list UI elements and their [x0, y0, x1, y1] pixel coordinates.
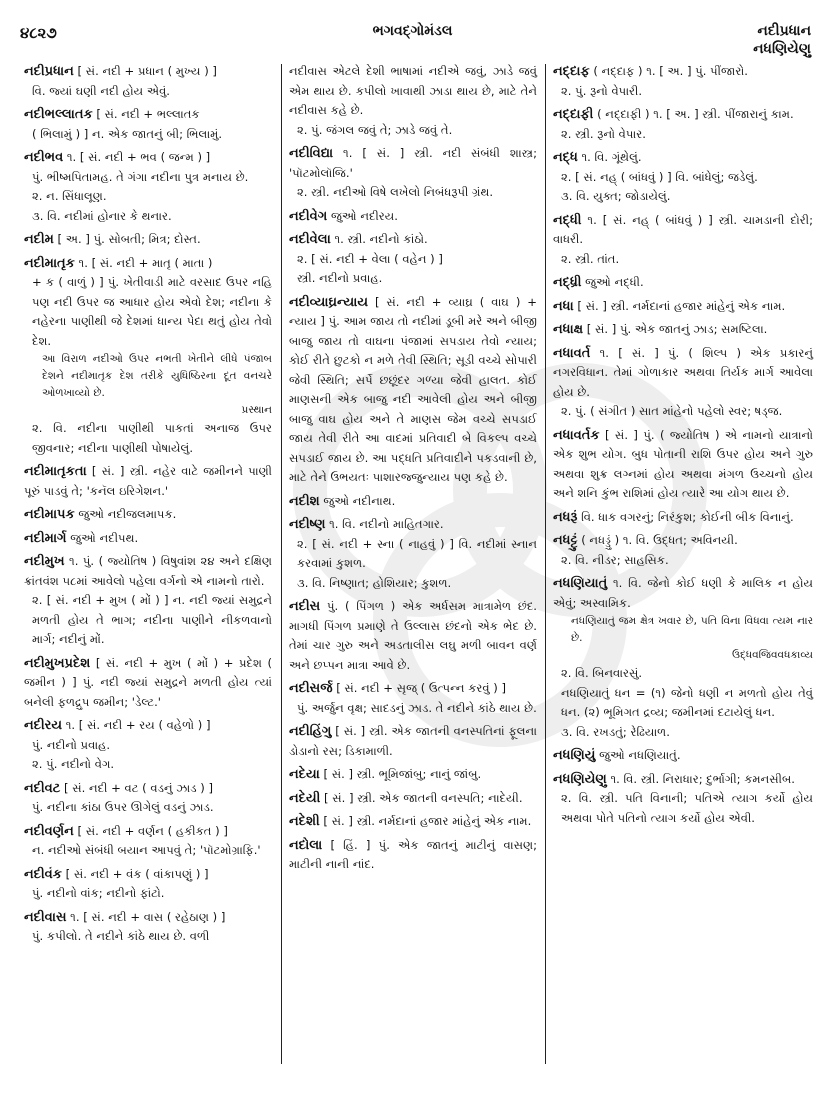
definition-text: ૨. પું. જંગલ જવું તે; ઝાડે જવું તે. — [297, 122, 453, 137]
definition-line — [553, 531, 813, 551]
dictionary-entry — [24, 254, 272, 459]
headword: નદેયી — [289, 790, 321, 806]
definition-line — [553, 426, 813, 504]
headword: નધા — [553, 298, 574, 314]
definition-text: ૧. [ સં. નદી + રય ( વહેળો ) ] — [65, 718, 211, 732]
definition-text: ૩. વિ. નદીમાં હોનાર કે થનાર. — [32, 208, 172, 223]
headword: નદ્ધ — [553, 150, 578, 165]
headword: નદીવાસ — [24, 909, 67, 925]
definition-line: નધણિયાતું ધન = (૧) જેનો ધણી ન મળતો હોય તેવું ધન. (૨) ભૂમિગત દ્રવ્ય; જમીનમાં દટાયેલું ધન. — [561, 685, 813, 719]
headword: નદીમાતૃકતા — [24, 464, 87, 479]
headword: નદ્ધી — [553, 212, 582, 228]
definition-line — [553, 789, 813, 828]
definition-text: ૧. [ સં. ] સ્ત્રી. નદી સંબંધી શાસ્ત્ર; 'પૉટમોલૉજિ.' — [289, 146, 537, 180]
definition-text: પું. નદીનો પ્રવાહ. — [32, 737, 111, 752]
column-2 — [289, 62, 537, 879]
definition-line — [24, 908, 272, 928]
definition-text: જુઓ નદ્ધી. — [585, 275, 644, 289]
dictionary-entry — [289, 836, 537, 875]
page-number: ૪૮૨૭ — [20, 24, 57, 42]
definition-line — [24, 865, 272, 885]
definition-line — [24, 148, 272, 168]
column-divider-2 — [545, 64, 546, 1064]
definition-line — [289, 765, 537, 785]
definition-text: ૧. સ્ત્રી. નદીનો કાંઠો. — [334, 232, 428, 246]
headword: નદીવંક — [24, 866, 62, 882]
definition-line — [553, 125, 813, 145]
definition-text: ૧. વિ. જેનો કોઈ ધણી કે માલિક ન હોય એવું; અસ્વામિક. — [553, 576, 814, 610]
definition-line — [289, 699, 537, 719]
dictionary-entry — [289, 679, 537, 718]
headword: નદોલા — [289, 837, 323, 853]
definition-line — [289, 836, 537, 875]
headword: નદીવટ — [24, 780, 61, 796]
quote-source: ઉદ્ધવજિવવધકાવ્ય — [732, 649, 813, 661]
definition-text: + ક ( વાળું ) ] પું. ખેતીવાડી માટે વરસાદ ઉપર નહિ પણ નદી ઉપર જ આધાર હોય એવો દેશ; નદીના કે નહેરના પાણીથી જે દેશમાં ધાન્ય પેદા થતું હોય તેવો દેશ. — [32, 275, 272, 348]
headword: નદીમાર્ગ — [24, 530, 67, 546]
definition-text: [ સં. નદી + મુખ ( મોં ) + પ્રદેશ ( જમીન ) ] પું. નદી જ્યાં સમુદ્રને મળતી હોય ત્યાં બનેલી ફળદ્રુપ જમીન; 'ડેલ્ટ.' — [24, 655, 272, 709]
definition-line — [553, 746, 813, 766]
dictionary-entry — [24, 62, 272, 101]
definition-text: ( ભિલામું ) ] ન. એક જાતનું બી; ભિલામું. — [32, 126, 223, 141]
headword: નદીમુખપ્રદેશ — [24, 655, 91, 671]
definition-text: ૨. સ્ત્રી. તાંત. — [561, 251, 620, 266]
guide-words — [753, 22, 811, 58]
definition-text: ( નદ્દાફી ) ૧. [ અ. ] સ્ત્રી. પીંજારાનું કામ. — [597, 107, 794, 121]
definition-line — [24, 927, 272, 947]
headword: નદ્દાફ — [553, 64, 590, 79]
definition-line — [553, 508, 813, 528]
definition-text: [ સં. નદી + વંક ( વાંકાપણું ) ] — [65, 866, 209, 881]
definition-text: [ સં. ] પું. એક જાતનું ઝાડ; સમષ્ટિલા. — [586, 322, 768, 336]
definition-text: જુઓ નદીરય. — [330, 208, 398, 223]
definition-line — [24, 736, 272, 756]
definition-line: ૨. વિ. બિનવારસું. — [561, 666, 643, 680]
definition-line — [24, 552, 272, 591]
definition-text: [ સં. ] સ્ત્રી. નર્મદાનાં હજાર માંહેનું એક નામ. — [323, 814, 532, 828]
definition-text: ન. નદીઓ સંબંધી બયાન આપવું તે; 'પૉટમોગ્રાફિ.' — [32, 843, 261, 857]
headword: નદીષ્ણ — [289, 517, 326, 532]
column-3 — [553, 62, 813, 832]
definition-line — [553, 320, 813, 340]
dictionary-entry — [553, 148, 813, 207]
definition-line — [553, 574, 813, 613]
definition-text: ૨. ન. સિંધાલૂણ. — [32, 189, 107, 203]
definition-text: ૧. [ સં. ] પું. ( શિલ્પ ) એક પ્રકારનું નગરવિધાન. તેમાં ગોળાકાર અથવા તિર્યક માર્ગ આવેલા હોય છે. — [553, 345, 813, 399]
definition-line — [289, 597, 537, 675]
headword: નદ્ધ્રી — [553, 275, 582, 290]
dictionary-entry — [24, 105, 272, 144]
definition-line — [24, 505, 272, 525]
definition-text: [ સં. નદી + વ્યાઘ્ર ( વાઘ ) + ન્યાય ] પું. આમ જાય તો નદીમાં ડૂબી મરે અને બીજી બાજુ જાય તો વાઘના પંજામાં સપડાય તેવો ન્યાય; કોઈ રીતે છુટકો ન મળે તેવી સ્થિતિ; સૂડી વચ્ચે સોપારી જેવી સ્થિતિ; સર્પે છછૂંદર ગળ્યા જેવી હાલત. કોઈ માણસની એક બાજુ નદી આવેલી હોય અને બીજી બાજુ વાઘ હોય અને તે માણસ જેમ વચ્ચે સપડાઈ જાય તેવી રીતે આ વાદમાં પ્રતિવાદી બે વિકલ્પ વચ્ચે સપડાઈ જાય છે. આ પદ્ધતિ પ્રતિવાદીને પકડવાની છે, માટે તેને ઉભયતઃ પાશારજ્જુન્યાય પણ કહે છે. — [289, 294, 538, 484]
definition-text: [ સં. ] સ્ત્રી. એક જાતની વનસ્પતિ; નાદેયી. — [324, 790, 523, 805]
definition-line — [289, 144, 537, 183]
definition-text: ( નદ્દાફ ) ૧. [ અ. ] પું. પીંજારો. — [593, 64, 748, 78]
definition-line — [24, 798, 272, 818]
headword: નદીમ — [24, 232, 54, 247]
headword: નદીપ્રધાન — [24, 64, 74, 79]
definition-line — [24, 755, 272, 775]
definition-text: ૨. પું. નદીનો વેગ. — [32, 757, 115, 771]
definition-text: ૩. વિ. યુક્ત; જોડાયેલું. — [561, 189, 671, 203]
dictionary-entry — [289, 144, 537, 203]
example-quote: આ વિરાળ નદીઓ ઉપર નભતી ખેતીને લીધે પંજાબ દેશને નદીમાતૃક દેશ તરીકે યુધિષ્ઠિરના દૂત વનચરે ઓળખાવ્યો છે. — [42, 353, 272, 399]
definition-line — [289, 535, 537, 574]
definition-line — [24, 822, 272, 842]
definition-line — [553, 148, 813, 168]
dictionary-entry — [553, 508, 813, 528]
guide-word-last: નધણિયેણુ — [753, 41, 811, 57]
definition-line — [289, 789, 537, 809]
definition-text: ૧. પું. ( જ્યોતિષ ) વિષુવાંશ ૨૪ અને દક્ષિણ ક્રાંતવંશ ૫૮માં આવેલો પહેલા વર્ગનો એ નામનો તારો. — [24, 554, 272, 588]
dictionary-entry — [289, 492, 537, 512]
definition-line — [289, 722, 537, 761]
definition-line — [289, 62, 537, 121]
definition-text: ૨. વિ. નીડર; સાહસિક. — [561, 552, 669, 567]
dictionary-entry — [553, 105, 813, 144]
headword: નદીમાતૃક — [24, 255, 75, 271]
definition-line — [24, 884, 272, 904]
headword: નદેશી — [289, 814, 320, 829]
definition-text: ૨. વિ. સ્ત્રી. પતિ વિનાની; પતિએ ત્યાગ કર્યો હોય અથવા પોતે પતિનો ત્યાગ કર્યો હોય એવી. — [561, 791, 813, 825]
definition-text: ૨. [ સં. નદી + વેલા ( વહેન ) ] — [297, 251, 443, 266]
definition-text: જુઓ નધણિયાતું. — [599, 748, 681, 762]
dictionary-entry — [24, 230, 272, 250]
headword: નદીવેગ — [289, 208, 328, 224]
definition-text: જુઓ નદીજલમાપક. — [78, 507, 177, 521]
column-divider-1 — [281, 64, 282, 1064]
dictionary-entry — [24, 865, 272, 904]
definition-line — [553, 250, 813, 270]
headword: નદેયા — [289, 767, 320, 782]
dictionary-entry — [24, 505, 272, 525]
dictionary-entry — [24, 552, 272, 650]
dictionary-entry — [553, 344, 813, 422]
definition-text: [ સં. નદી + વટ ( વડનું ઝાડ ) ] — [64, 780, 213, 795]
definition-text: ૨. પું. ( સંગીત ) સાત માંહેનો પહેલો સ્વર; ષડ્જ. — [561, 404, 783, 418]
definition-text: સ્ત્રી. નદીનો પ્રવાહ. — [297, 271, 383, 285]
definition-line — [553, 105, 813, 125]
definition-text: [ સં. ] સ્ત્રી. ભૂમિજાંબુ; નાનું જાંબુ. — [323, 767, 482, 781]
dictionary-entry — [289, 230, 537, 289]
definition-line — [553, 168, 813, 188]
dictionary-entry — [553, 273, 813, 293]
definition-line — [24, 716, 272, 736]
definition-line — [553, 402, 813, 422]
definition-line — [24, 591, 272, 650]
headword: નદીસ — [289, 599, 321, 614]
definition-line — [24, 462, 272, 501]
dictionary-entry — [24, 822, 272, 861]
dictionary-entry — [553, 770, 813, 829]
definition-line — [24, 105, 272, 125]
definition-text: પું. ભીષ્મપિતામહ. તે ગંગા નદીના પુત્ર મનાય છે. — [32, 169, 249, 184]
definition-text: ૨. [ સં. નદી + સ્ના ( નાહવું ) ] વિ. નદીમાં સ્નાન કરવામાં કુશળ. — [297, 536, 537, 570]
definition-line — [24, 779, 272, 799]
headword: નદીશ — [289, 493, 320, 509]
definition-line — [24, 529, 272, 549]
definition-line — [289, 230, 537, 250]
book-title: ભગવદ્ગોમંડલ — [372, 23, 453, 39]
page-header — [0, 0, 825, 58]
definition-line — [24, 654, 272, 713]
definition-line — [24, 254, 272, 274]
definition-text: ૧. [ સં. નહ્ ( બાંધવું ) ] સ્ત્રી. ચામડાની દોરી; વાધરી. — [553, 212, 813, 246]
definition-line — [24, 168, 272, 188]
definition-line — [553, 770, 813, 790]
definition-text: જુઓ નદીપથ. — [70, 530, 139, 545]
dictionary-entry — [289, 207, 537, 227]
headword: નદીરય — [24, 718, 63, 733]
definition-text: નદીવાસ એટલે દેશી ભાષામાં નદીએ જવું, ઝાડે જવું એમ થાય છે. કપીલો ખાવાથી ઝાડા થાય છે, માટે તેને નદીવાસ કહે છે. — [289, 64, 537, 117]
definition-text: ૧. વિ. નદીનો માહિતગાર. — [329, 517, 444, 531]
dictionary-entry — [24, 462, 272, 501]
definition-text: ૧. વિ. ગૂંથેલું. — [581, 150, 642, 164]
definition-line — [289, 812, 537, 832]
dictionary-entry — [553, 211, 813, 270]
definition-text: [ સં. નદી + પ્રધાન ( મુખ્ય ) ] — [77, 64, 217, 78]
definition-text: પું. ( પિંગળ ) એક અર્ધસમ માત્રામેળ છંદ. માગધી પિંગળ પ્રમાણે તે ઉલ્લાસ છંદનો એક ભેદ છે. તેમાં ચાર ગુરુ અને અડતાલીસ લઘુ મળી બાવન વર્ણ અને છપ્પન માત્રા આવે છે. — [289, 599, 537, 672]
dictionary-entry — [553, 426, 813, 504]
headword: નધાવર્તક — [553, 427, 600, 443]
headword: નદ્દાફી — [553, 107, 594, 122]
definition-line: ૨. વિ. નદીના પાણીથી પાકતાં અનાજ ઉપર જીવનાર; નદીના પાણીથી પોષાયેલું. — [32, 421, 272, 455]
headword: નધણિયેણુ — [553, 771, 607, 787]
guide-word-first: નદીપ્રધાન — [757, 23, 811, 39]
definition-text: [ સં. નદી + સૃજ્ ( ઉત્પન્ન કરવું ) ] — [336, 681, 507, 695]
dictionary-entry — [24, 716, 272, 775]
dictionary-entry — [553, 297, 813, 317]
definition-text: જુઓ નદીનાથ. — [323, 493, 396, 508]
definition-text: ૨. [ સં. નદી + મુખ ( મોં ) ] ન. નદી જ્યાં સમુદ્રને મળતી હોય તે ભાગ; નદીના પાણીને નીકળવાનો માર્ગ; નદીનું મોં. — [32, 593, 272, 646]
dictionary-entry — [553, 320, 813, 340]
dictionary-entry — [553, 746, 813, 766]
dictionary-entry — [24, 779, 272, 818]
definition-text: [ સં. ] સ્ત્રી. નહેર વાટે જમીનને પાણી પૂરું પાડવું તે; 'કનૅલ ઇરિગેશન.' — [24, 464, 273, 498]
definition-line — [553, 551, 813, 571]
definition-line — [289, 121, 537, 141]
definition-text: ૨. પું. રૂનો વેપારી. — [561, 83, 643, 98]
example-quote: નધણિયાતું જમ ક્ષેત્ર ખવાર છે, પતિ વિના વિધવા ત્યમ નાર છે. — [571, 615, 813, 644]
definition-line: ૩. વિ. રખડતું; રેઢિયાળ. — [561, 724, 670, 739]
headword: નદીહિંગુ — [289, 724, 332, 739]
definition-text: [ સં. ] સ્ત્રી. એક જાતની વનસ્પતિનાં ફૂલના ડોડાનો રસ; ડિકામાળી. — [289, 724, 537, 758]
definition-text: ૨. સ્ત્રી. નદીઓ વિષે લખેલો નિબંધરૂપી ગ્રંથ. — [297, 185, 494, 199]
definition-line — [24, 273, 272, 351]
definition-text: ૩. વિ. નિષ્ણાત; હોશિયાર; કુશળ. — [297, 575, 452, 590]
definition-text: ૨. સ્ત્રી. રૂનો વેપાર. — [561, 126, 646, 141]
dictionary-entry — [289, 293, 537, 488]
definition-line — [553, 297, 813, 317]
headword: નદીમાપક — [24, 507, 75, 522]
definition-text: [ સં. ] સ્ત્રી. નર્મદાનાં હજાર માંહેનું એક નામ. — [577, 298, 786, 313]
definition-line — [553, 344, 813, 403]
dictionary-entry — [289, 722, 537, 761]
definition-line — [289, 515, 537, 535]
definition-line — [289, 250, 537, 270]
definition-text: ૧. [ સં. નદી + ભવ ( જન્મ ) ] — [66, 150, 211, 164]
definition-text: [ હિં. ] પું. એક જાતનું માટીનું વાસણ; માટીની નાની નાંદ. — [289, 837, 537, 871]
column-1 — [24, 62, 272, 951]
dictionary-entry — [553, 574, 813, 742]
headword: નદીભવ — [24, 150, 64, 165]
definition-line — [553, 273, 813, 293]
dictionary-entry — [289, 789, 537, 809]
definition-text: ( નધડ્ડું ) ૧. વિ. ઉદ્ધત; અવિનયી. — [581, 533, 738, 547]
definition-line — [553, 211, 813, 250]
definition-text: વિ. ધાક વગરનું; નિરંકુશ; કોઈની બીક વિનાનું. — [581, 509, 794, 524]
definition-text: [ સં. નદી + ભલ્લાતક — [96, 107, 200, 121]
definition-line — [24, 125, 272, 145]
headword: નધટ્ટું — [553, 533, 578, 548]
dictionary-entry — [24, 529, 272, 549]
definition-line — [553, 62, 813, 82]
headword: નદીમુખ — [24, 554, 65, 569]
headword: નધરૂં — [553, 509, 578, 525]
definition-text: પું. અર્જુન વૃક્ષ; સાદડનું ઝાડ. તે નદીને કાંઠે થાય છે. — [297, 700, 537, 715]
quote-source: પ્રસ્થાન — [241, 404, 272, 416]
headword: નદીભલ્લાતક — [24, 107, 93, 122]
definition-line — [24, 187, 272, 207]
dictionary-entry — [289, 812, 537, 832]
dictionary-entry — [289, 765, 537, 785]
definition-line — [289, 492, 537, 512]
definition-text: ૧. વિ. સ્ત્રી. નિરાધાર; દુર્ભાગી; કમનસીબ. — [610, 771, 795, 786]
headword: નધણિયાતું — [553, 576, 608, 591]
definition-text: ૧. [ સં. નદી + વાસ ( રહેઠાણ ) ] — [70, 909, 226, 924]
dictionary-entry — [24, 908, 272, 947]
definition-line — [289, 293, 537, 488]
definition-text: ૧. [ સં. નદી + માતૃ ( માતા ) — [78, 255, 213, 270]
dictionary-entry — [24, 654, 272, 713]
headword: નદીવ્યાઘ્રન્યાય — [289, 294, 368, 310]
dictionary-entry — [553, 62, 813, 101]
definition-line — [289, 207, 537, 227]
dictionary-entry — [24, 148, 272, 226]
definition-text: પું. કપીલો. તે નદીને કાંઠે થાય છે. વળી — [32, 929, 210, 943]
definition-line — [24, 62, 272, 82]
dictionary-entry — [289, 597, 537, 675]
dictionary-entry — [553, 531, 813, 570]
definition-line — [553, 82, 813, 102]
headword: નદીવેલા — [289, 232, 331, 247]
headword: નધાક્ષ — [553, 322, 584, 337]
definition-line — [289, 269, 537, 289]
definition-text: [ સં. નદી + વર્ણન ( હકીકત ) ] — [77, 823, 228, 838]
definition-text: પું. નદીનો વાંક; નદીનો ફાંટો. — [32, 886, 165, 900]
definition-line — [289, 183, 537, 203]
definition-line — [289, 574, 537, 594]
definition-line — [553, 187, 813, 207]
definition-line — [24, 207, 272, 227]
dictionary-entry — [289, 62, 537, 140]
definition-line — [24, 230, 272, 250]
definition-text: [ સં. ] પું. ( જ્યોતિષ ) એ નામનો યાત્રાનો એક શુભ યોગ. બુધ પોતાની રાશિ ઉપર હોય અને ગુરુ અથવા શુક્ર લગ્નમાં હોય અથવા મંગળ ઉચ્ચનો હોય અને શનિ કુંભ રાશિમાં હોય ત્યારે આ યોગ થાય છે. — [553, 427, 814, 500]
headword: નદીસર્જ — [289, 681, 333, 696]
definition-text: [ અ. ] પું. સોબતી; મિત્ર; દોસ્ત. — [57, 232, 201, 246]
headword: નધણિયું — [553, 748, 596, 763]
definition-line — [24, 82, 272, 102]
definition-text: ૨. [ સં. નહ્ ( બાંધવું ) ] વિ. બાંધેલું; જડેલું. — [561, 169, 758, 184]
headword: નધાવર્ત — [553, 345, 591, 361]
headword: નદીવર્ણન — [24, 823, 74, 839]
definition-line — [24, 841, 272, 861]
definition-text: વિ. જ્યાં ઘણી નદી હોય એવું. — [32, 83, 170, 98]
dictionary-entry — [289, 515, 537, 593]
headword: નદીવિદ્યા — [289, 146, 334, 161]
definition-line — [289, 679, 537, 699]
definition-text: પું. નદીના કાંઠા ઉપર ઊગેલું વડનું ઝાડ. — [32, 800, 214, 814]
